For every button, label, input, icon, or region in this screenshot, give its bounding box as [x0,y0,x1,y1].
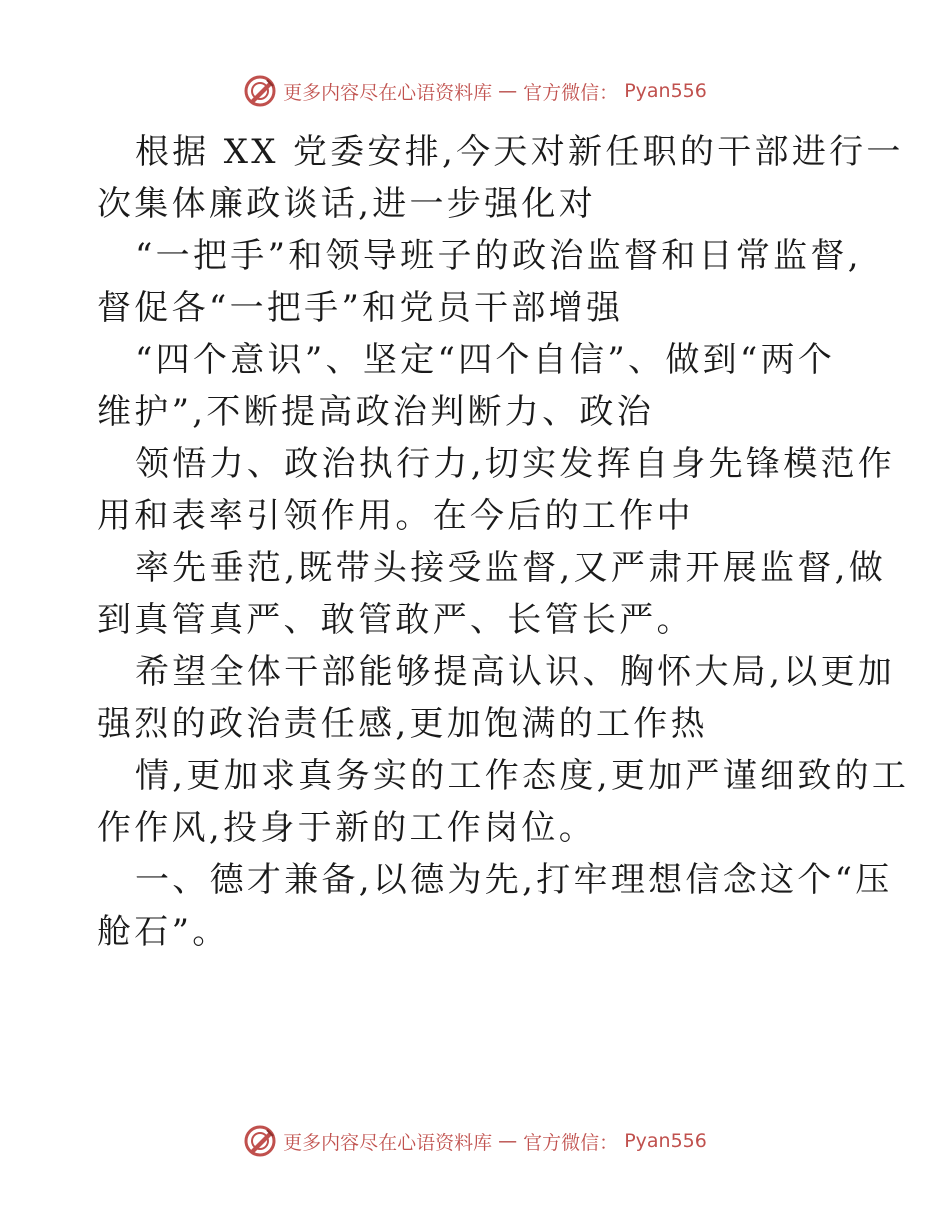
text-line: 情,更加求真务实的工作态度,更加严谨细致的工 [135,756,910,796]
text-line: 领悟力、政治执行力,切实发挥自身先锋模范作 [135,444,896,484]
text-line: 督促各“一把手”和党员干部增强 [97,288,624,328]
text-line: “四个意识”、坚定“四个自信”、做到“两个 [135,340,836,380]
site-name: 更多内容尽在心语资料库 [283,81,493,104]
text-line: 希望全体干部能够提高认识、胸怀大局,以更加 [135,652,896,692]
site-name: 更多内容尽在心语资料库 [283,1131,493,1154]
header-banner [0,74,950,108]
text-line: 作作风,投身于新的工作岗位。 [97,808,597,848]
text-line: 维护”,不断提高政治判断力、政治 [97,392,654,432]
wechat-id: Pyan556 [624,80,707,102]
separator: — [498,80,518,102]
pen-logo-icon [243,74,277,108]
text-line: 用和表率引领作用。在今后的工作中 [97,496,694,536]
separator: — [498,1130,518,1152]
wechat-label: 官方微信： [523,81,619,104]
wechat-id: Pyan556 [624,1130,707,1152]
text-line: 率先垂范,既带头接受监督,又严肃开展监督,做 [135,548,887,588]
text-line: 到真管真严、敢管敢严、长管长严。 [97,600,694,640]
text-line: 强烈的政治责任感,更加饱满的工作热 [97,704,708,744]
text-line: 次集体廉政谈话,进一步强化对 [97,184,597,224]
text-line: 根据 XX 党委安排,今天对新任职的干部进行一 [135,132,904,172]
document-body [97,126,910,958]
footer-banner [0,1124,950,1158]
text-line: 舱石”。 [97,912,230,952]
pen-logo-icon [243,1124,277,1158]
wechat-label: 官方微信： [523,1131,619,1154]
text-line: “一把手”和领导班子的政治监督和日常监督, [135,236,862,276]
text-line: 一、德才兼备,以德为先,打牢理想信念这个“压 [135,860,893,900]
